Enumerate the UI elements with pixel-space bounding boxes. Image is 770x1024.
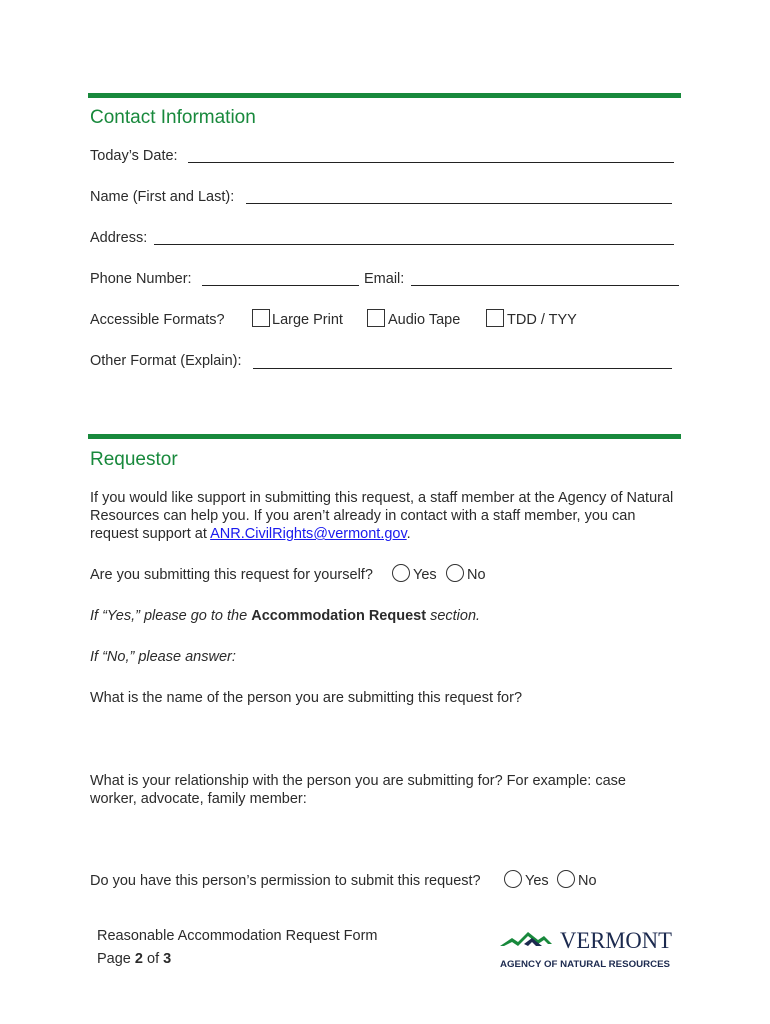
if-no-instruction: If “No,” please answer: [90,649,236,665]
logo-agency: AGENCY OF NATURAL RESOURCES [500,959,670,969]
large-print-label: Large Print [272,312,343,328]
other-format-label: Other Format (Explain): [90,353,242,369]
name-label: Name (First and Last): [90,189,235,205]
logo-wordmark: VERMONT [560,928,672,953]
tdd-label: TDD / TYY [507,312,577,328]
phone-field[interactable] [202,285,359,286]
form-title: Reasonable Accommodation Request Form [97,928,378,944]
large-print-checkbox[interactable] [252,309,270,327]
page-number: Page 2 of 3 [97,951,172,967]
email-field[interactable] [411,285,679,286]
section-divider [88,93,681,98]
self-yes-label: Yes [413,567,437,583]
permission-no-radio[interactable] [557,870,575,888]
permission-no-label: No [578,873,597,889]
permission-yes-label: Yes [525,873,549,889]
self-question: Are you submitting this request for yourself? [90,567,373,583]
email-label: Email: [364,271,405,287]
date-label: Today’s Date: [90,148,178,164]
self-no-label: No [467,567,486,583]
audio-tape-checkbox[interactable] [367,309,385,327]
other-format-field[interactable] [253,368,672,369]
civil-rights-email-link[interactable]: ANR.CivilRights@vermont.gov [210,526,407,542]
contact-heading: Contact Information [90,107,256,128]
address-label: Address: [90,230,148,246]
tdd-checkbox[interactable] [486,309,504,327]
section-divider [88,434,681,439]
requestor-intro: If you would like support in submitting this request, a staff member at the Agency of Natural Resources can help you. If you aren’t already in contact with a staff member, you can request support at ANR.CivilRights@vermont.gov. [90,490,674,542]
name-field[interactable] [246,203,672,204]
name-question: What is the name of the person you are submitting this request for? [90,690,523,706]
self-no-radio[interactable] [446,564,464,582]
permission-yes-radio[interactable] [504,870,522,888]
relationship-question: What is your relationship with the person you are submitting for? For example: case worker, advocate, family member: [90,773,626,807]
audio-tape-label: Audio Tape [388,312,461,328]
formats-label: Accessible Formats? [90,312,225,328]
self-yes-radio[interactable] [392,564,410,582]
permission-question: Do you have this person’s permission to submit this request? [90,873,481,889]
requestor-heading: Requestor [90,449,178,470]
phone-label: Phone Number: [90,271,192,287]
if-yes-instruction: If “Yes,” please go to the Accommodation Request section. [90,608,481,624]
vermont-anr-logo [498,924,674,972]
address-field[interactable] [154,244,674,245]
date-field[interactable] [188,162,674,163]
